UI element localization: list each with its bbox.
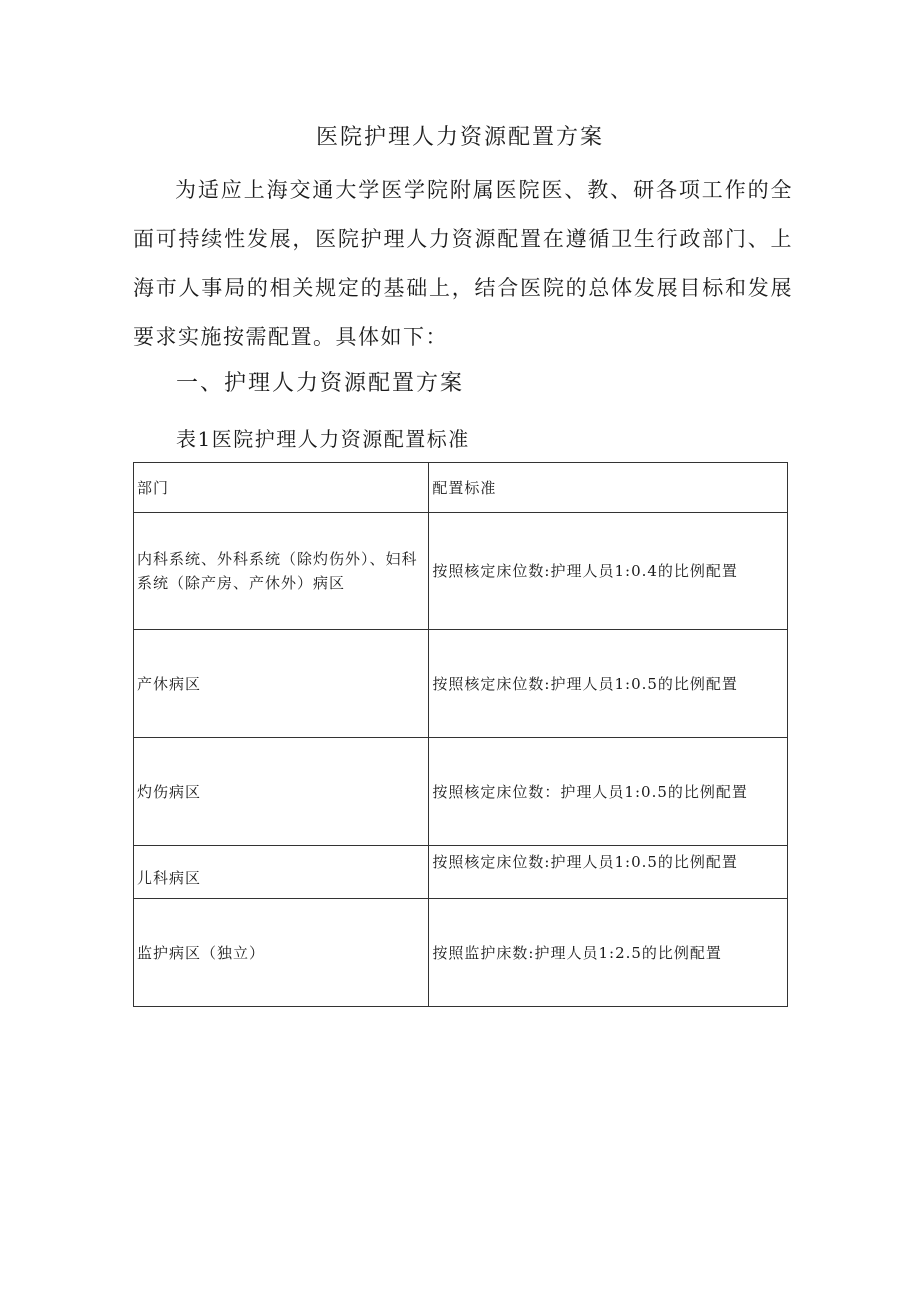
- row-department: 内科系统、外科系统（除灼伤外）、妇科系统（除产房、产休外）病区: [134, 513, 429, 630]
- intro-paragraph: 为适应上海交通大学医学院附属医院医、教、研各项工作的全面可持续性发展，医院护理人力资源配置在遵循卫生行政部门、上海市人事局的相关规定的基础上，结合医院的总体发展目标和发展要求实施按需配置。具体如下：: [133, 178, 793, 349]
- row-department: 儿科病区: [134, 846, 429, 899]
- row-standard: 按照监护床数:护理人员1:2.5的比例配置: [429, 899, 788, 1007]
- row-department: 灼伤病区: [134, 738, 429, 846]
- row-department: 产休病区: [134, 630, 429, 738]
- row-standard: 按照核定床位数:护理人员1:0.5的比例配置: [429, 630, 788, 738]
- table-row: [134, 513, 788, 630]
- staffing-standard-table: [133, 462, 788, 1007]
- table-caption: 表1医院护理人力资源配置标准: [176, 427, 470, 451]
- table-header-row: [134, 463, 788, 513]
- row-standard: 按照核定床位数:护理人员1:0.5的比例配置: [429, 846, 788, 899]
- table-row: [134, 846, 788, 899]
- section-heading: 一、护理人力资源配置方案: [176, 371, 465, 396]
- row-standard: 按照核定床位数：护理人员1:0.5的比例配置: [429, 738, 788, 846]
- table-row: [134, 630, 788, 738]
- row-department: 监护病区（独立）: [134, 899, 429, 1007]
- document-title: 医院护理人力资源配置方案: [315, 125, 604, 150]
- header-standard: 配置标准: [429, 463, 788, 513]
- header-department: 部门: [134, 463, 429, 513]
- row-standard: 按照核定床位数:护理人员1:0.4的比例配置: [429, 513, 788, 630]
- table-row: [134, 899, 788, 1007]
- table-row: [134, 738, 788, 846]
